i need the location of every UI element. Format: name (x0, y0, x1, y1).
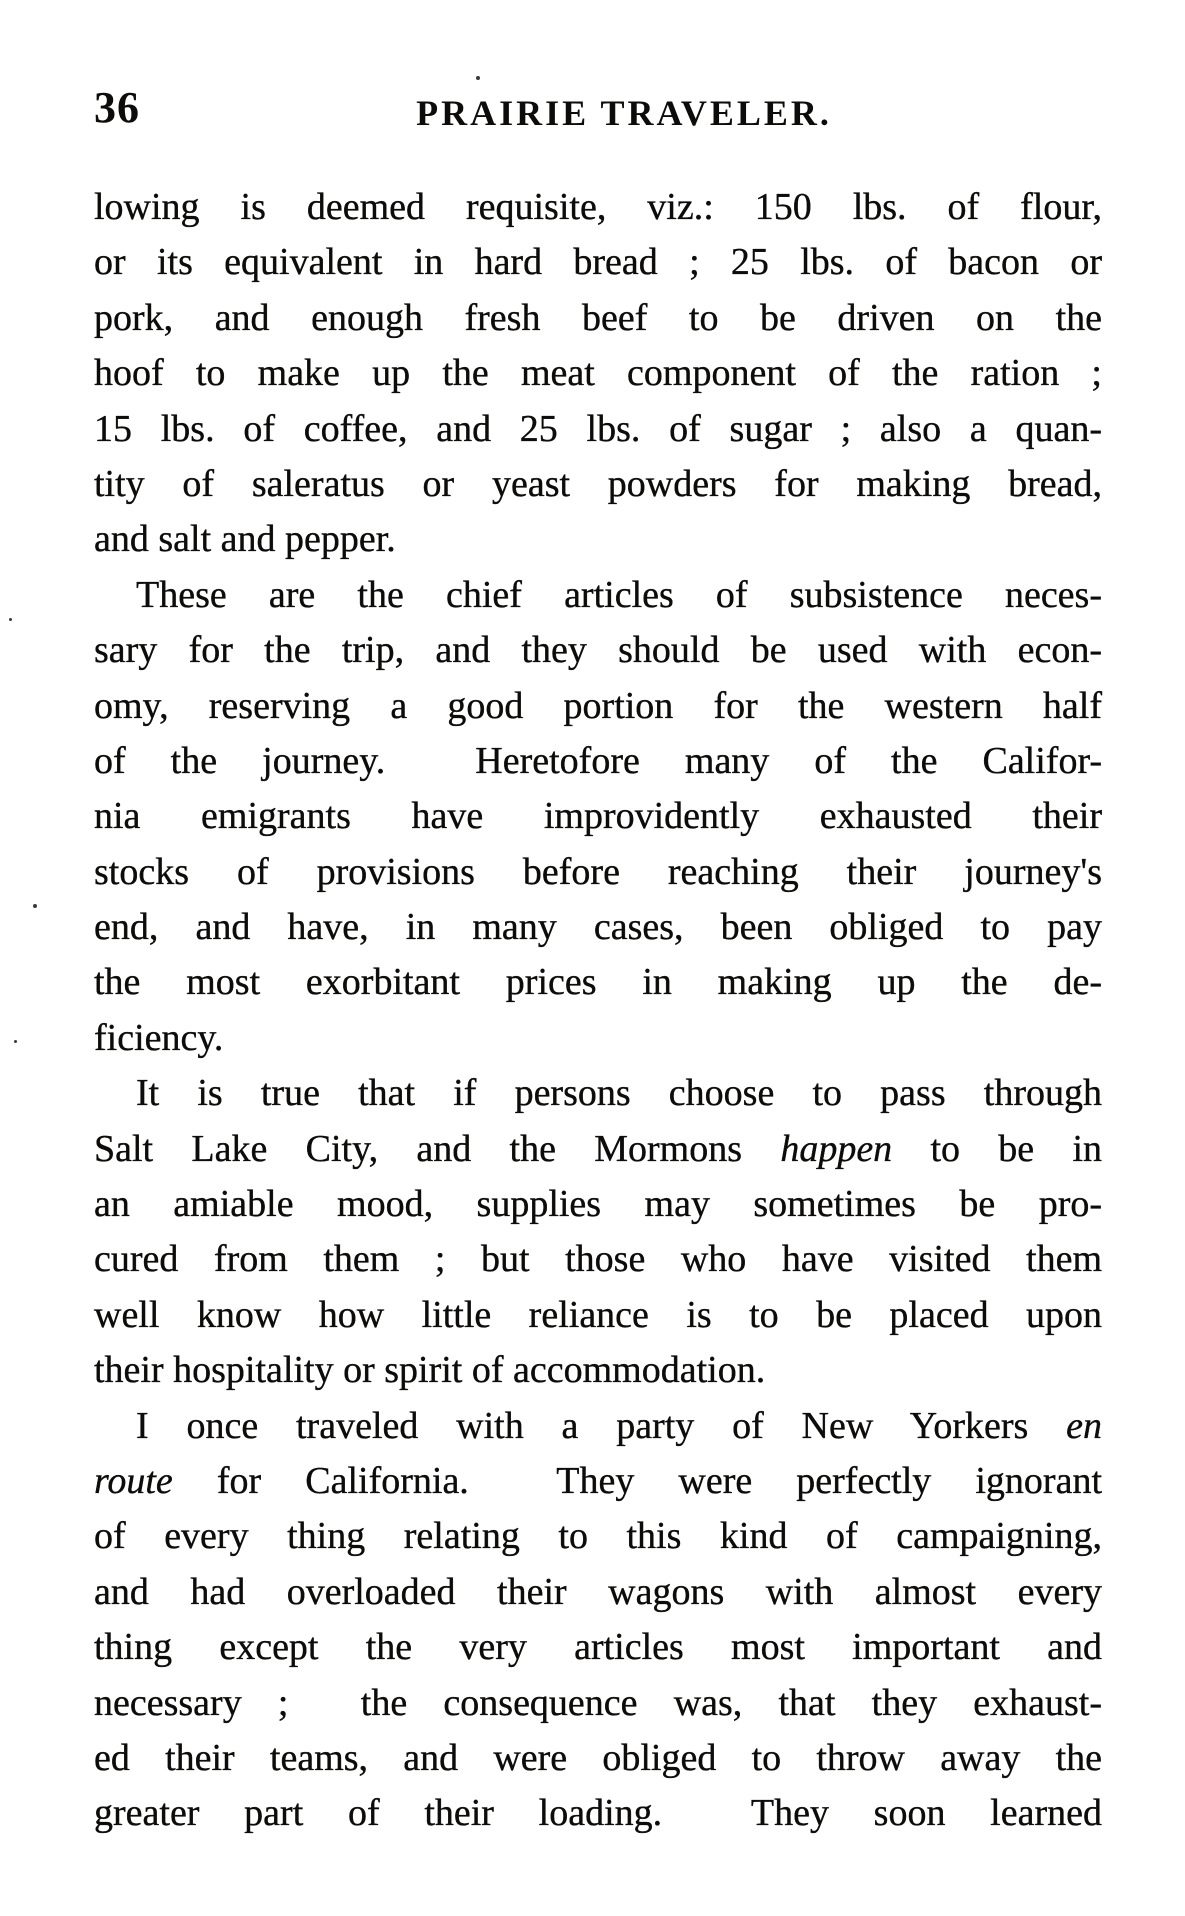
running-header-title: PRAIRIE TRAVELER. (416, 93, 832, 133)
text-line (94, 1288, 1102, 1343)
text-segment: cured from them ; but those who have visited them (94, 1238, 1102, 1281)
text-segment: of the journey. Heretofore many of the Califor- (94, 739, 1102, 782)
text-segment: or its equivalent in hard bread ; 25 lbs. of bacon or (94, 241, 1102, 284)
text-line (94, 291, 1102, 346)
text-line (94, 734, 1102, 789)
scan-speck (33, 904, 37, 908)
text-segment: greater part of their loading. They soon learned (94, 1792, 1102, 1835)
text-segment: stocks of provisions before reaching their journey's (94, 850, 1102, 893)
italic-text-segment: route (94, 1459, 173, 1502)
text-segment: It is true that if persons choose to pass through (136, 1072, 1102, 1115)
text-segment: nia emigrants have improvidently exhausted their (94, 795, 1102, 838)
text-line (94, 1399, 1102, 1454)
text-line (94, 900, 1102, 955)
text-line (94, 1676, 1102, 1731)
text-segment: ed their teams, and were obliged to throw away the (94, 1736, 1102, 1779)
text-line (94, 180, 1102, 235)
text-line (94, 789, 1102, 844)
text-line (94, 1232, 1102, 1287)
text-line (94, 1454, 1102, 1509)
text-line (94, 1565, 1102, 1620)
text-line (94, 1066, 1102, 1121)
text-segment: Salt Lake City, and the Mormons (94, 1127, 781, 1170)
text-column (94, 180, 1102, 1842)
text-segment: ficiency. (94, 1016, 224, 1059)
text-segment: pork, and enough fresh beef to be driven on the (94, 296, 1102, 339)
text-line (94, 1620, 1102, 1675)
text-segment: and had overloaded their wagons with almost every (94, 1570, 1102, 1613)
text-line (94, 235, 1102, 290)
page-number: 36 (94, 83, 140, 132)
text-segment: thing except the very articles most important and (94, 1626, 1102, 1669)
text-segment: and salt and pepper. (94, 518, 396, 561)
italic-text-segment: en (1066, 1404, 1102, 1447)
running-header (94, 83, 1102, 134)
text-segment: sary for the trip, and they should be used with econ- (94, 629, 1102, 672)
text-line (94, 1731, 1102, 1786)
text-line (94, 1343, 1102, 1398)
text-line (94, 568, 1102, 623)
text-segment: necessary ; the consequence was, that they exhaust- (94, 1681, 1102, 1724)
scan-speck (9, 618, 12, 621)
text-line (94, 346, 1102, 401)
text-line (94, 402, 1102, 457)
text-line (94, 845, 1102, 900)
text-segment: end, and have, in many cases, been obliged to pay (94, 906, 1102, 949)
text-line (94, 623, 1102, 678)
text-segment: omy, reserving a good portion for the western half (94, 684, 1102, 727)
text-line (94, 1177, 1102, 1232)
text-line (94, 1122, 1102, 1177)
text-segment: their hospitality or spirit of accommodation. (94, 1349, 766, 1392)
text-segment: to be in (892, 1127, 1103, 1170)
text-line (94, 457, 1102, 512)
scan-speck (476, 76, 480, 80)
text-segment: 15 lbs. of coffee, and 25 lbs. of sugar ; also a quan- (94, 407, 1102, 450)
text-line (94, 679, 1102, 734)
text-line (94, 1509, 1102, 1564)
text-segment: These are the chief articles of subsistence neces- (136, 573, 1102, 616)
text-segment: an amiable mood, supplies may sometimes be pro- (94, 1183, 1102, 1226)
text-segment: tity of saleratus or yeast powders for making bread, (94, 462, 1102, 505)
text-line (94, 512, 1102, 567)
text-line (94, 955, 1102, 1010)
text-line (94, 1011, 1102, 1066)
text-segment: I once traveled with a party of New Yorkers (136, 1404, 1067, 1447)
text-segment: of every thing relating to this kind of campaigning, (94, 1515, 1102, 1558)
text-segment: well know how little reliance is to be placed upon (94, 1293, 1102, 1336)
text-line (94, 1786, 1102, 1841)
scan-speck (14, 1040, 17, 1043)
text-segment: for California. They were perfectly ignorant (172, 1459, 1102, 1502)
text-segment: hoof to make up the meat component of the ration ; (94, 352, 1102, 395)
text-segment: lowing is deemed requisite, viz.: 150 lbs. of flour, (94, 186, 1102, 228)
text-segment: the most exorbitant prices in making up the de- (94, 961, 1102, 1004)
italic-text-segment: happen (780, 1127, 893, 1170)
